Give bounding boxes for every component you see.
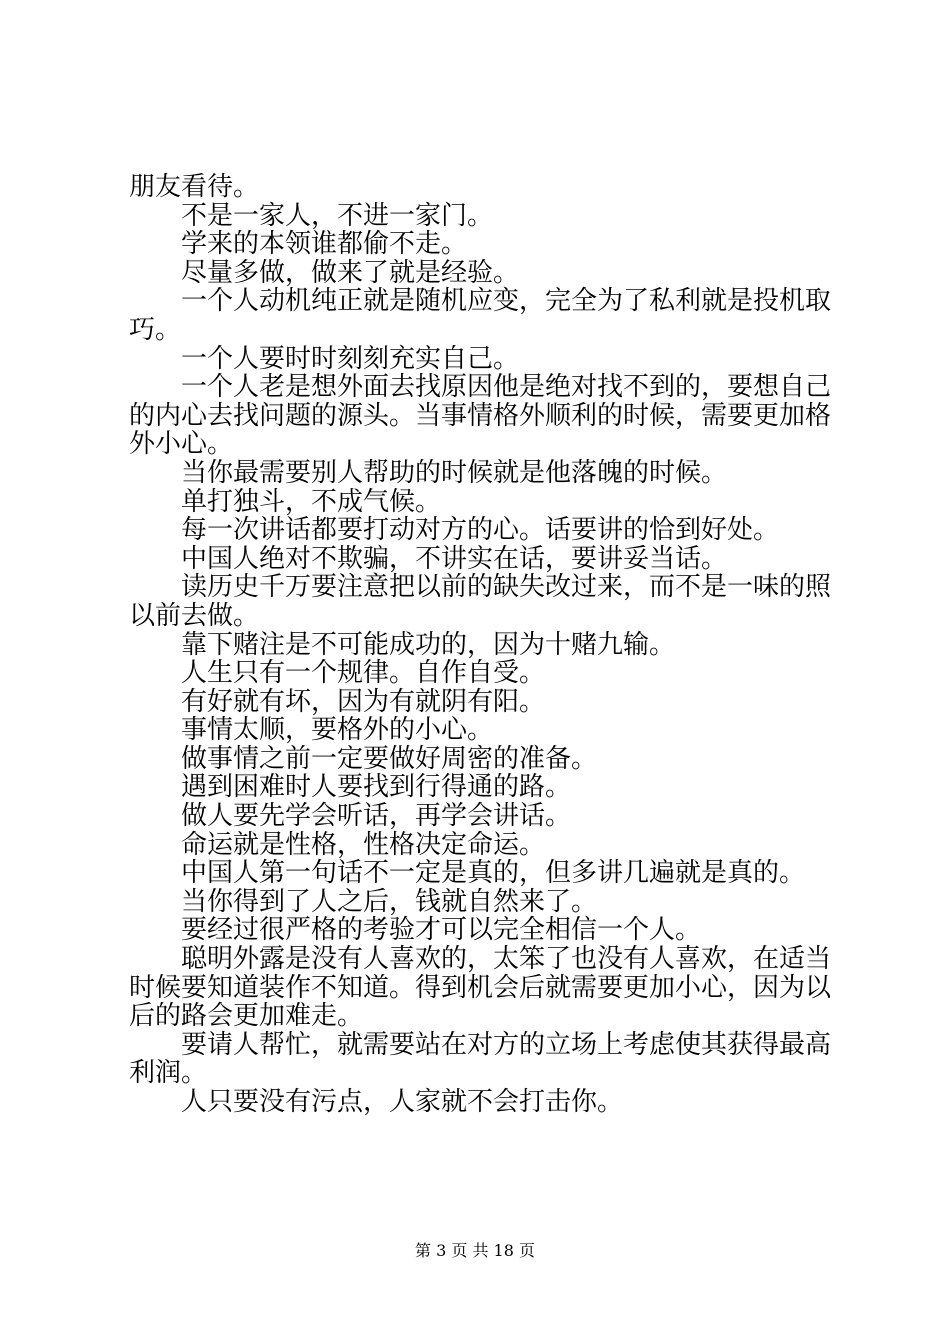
paragraph: 一个人要时时刻刻充实自己。 xyxy=(181,343,520,374)
paragraph: 要经过很严格的考验才可以完全相信一个人。 xyxy=(181,915,702,946)
paragraph: 做事情之前一定要做好周密的准备。 xyxy=(181,743,598,774)
paragraph: 人只要没有污点，人家就不会打击你。 xyxy=(181,1087,624,1117)
paragraph: 做人要先学会听话，再学会讲话。 xyxy=(181,801,572,832)
paragraph: 单打独斗，不成气候。 xyxy=(181,486,442,517)
paragraph: 有好就有坏，因为有就阴有阳。 xyxy=(181,686,546,717)
paragraph: 人生只有一个规律。自作自受。 xyxy=(181,658,546,689)
paragraph: 当你最需要别人帮助的时候就是他落魄的时候。 xyxy=(181,457,728,488)
page-footer: 第 3 页 共 18 页 xyxy=(415,1241,535,1260)
paragraph: 中国人第一句话不一定是真的，但多讲几遍就是真的。 xyxy=(181,858,806,889)
paragraph: 中国人绝对不欺骗，不讲实在话，要讲妥当话。 xyxy=(181,543,728,574)
paragraph: 尽量多做，做来了就是经验。 xyxy=(181,257,520,288)
paragraph: 命运就是性格，性格决定命运。 xyxy=(181,829,546,860)
document-body xyxy=(129,173,833,1117)
paragraph: 遇到困难时人要找到行得通的路。 xyxy=(181,772,572,803)
paragraph: 不是一家人，不进一家门。 xyxy=(181,200,494,231)
paragraph: 朋友看待。 xyxy=(129,172,260,202)
paragraph: 一个人动机纯正就是随机应变，完全为了私利就是投机取巧。 xyxy=(129,286,832,345)
paragraph: 读历史千万要注意把以前的缺失改过来，而不是一味的照以前去做。 xyxy=(129,572,832,631)
paragraph: 每一次讲话都要打动对方的心。话要讲的恰到好处。 xyxy=(181,515,780,546)
paragraph: 学来的本领谁都偷不走。 xyxy=(181,229,468,260)
paragraph: 要请人帮忙，就需要站在对方的立场上考虑使其获得最高利润。 xyxy=(129,1029,832,1089)
paragraph: 当你得到了人之后，钱就自然来了。 xyxy=(181,886,598,917)
paragraph: 事情太顺，要格外的小心。 xyxy=(181,715,494,746)
paragraph: 聪明外露是没有人喜欢的，太笨了也没有人喜欢，在适当时候要知道装作不知道。得到机会后就需要更加小心，因为以后的路会更加难走。 xyxy=(129,944,832,1032)
paragraph: 一个人老是想外面去找原因他是绝对找不到的，要想自己的内心去找问题的源头。当事情格外顺利的时候，需要更加格外小心。 xyxy=(129,372,832,460)
paragraph: 靠下赌注是不可能成功的，因为十赌九输。 xyxy=(181,629,676,660)
